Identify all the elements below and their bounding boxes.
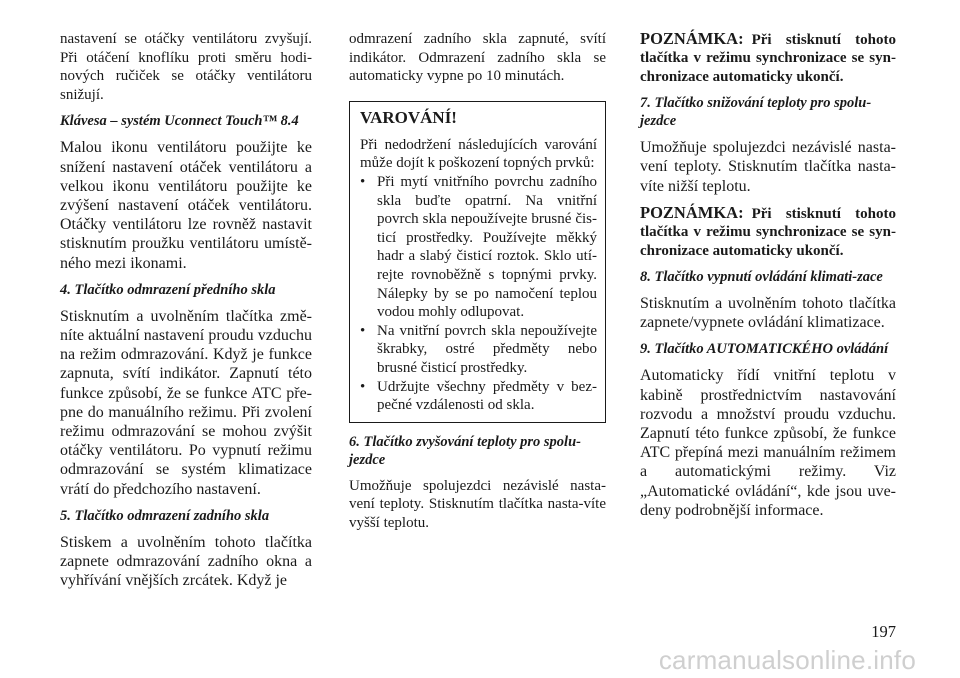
warning-item: • Na vnitřní povrch skla nepoužívejte škrabky, ostré předměty nebo brusné čisticí prostředky. [360,322,597,376]
bullet-icon: • [360,322,366,339]
heading-front-defrost: 4. Tlačítko odmrazení předního skla [60,281,276,298]
warning-list [360,173,597,415]
intro-paragraph: nastavení se otáčky ventilátoru zvyšují. Při otáčení knoflíku proti směru hodi-nových ručiček se otáčky ventilátoru snižují. [60,31,312,103]
watermark: carmanualsonline.info [658,645,916,675]
warning-title: VAROVÁNÍ! [360,107,457,127]
rear-defrost-paragraph: Stiskem a uvolněním tohoto tlačítka zapnete odmrazování zadního okna a vyhřívání vnějších zrcátek. Když je [60,533,312,590]
front-defrost-paragraph: Stisknutím a uvolněním tlačítka změ-níte aktuální nastavení proudu vzduchu na režim odmrazování. Když je funkce zapnuta, svítí indikátor. Zapnutí této funkce způsobí, že se funkce ATC pře-pne do manuálního režimu. Při zvolení režimu odmrazování se mohou zvýšit otáčky ventilátoru. Po vypnutí režimu odmrazování se systém klimatizace vrátí do předchozího nastavení. [60,307,312,498]
warning-intro: Při nedodržení následujících varování může dojít k poškození topných prvků: [360,136,597,172]
keys-paragraph: Malou ikonu ventilátoru použijte ke snížení nastavení otáček ventilátoru a velkou ikonu ventilátoru použijte ke zvýšení nastavení otáček ventilátoru. Otáčky ventilátoru lze rovněž nastavit stisknutím proužku ventilátoru umístě-ného mezi ikonami. [60,139,312,272]
bullet-icon: • [360,173,366,190]
bullet-icon: • [360,378,366,395]
rear-defrost-continued: odmrazení zadního skla zapnuté, svítí indikátor. Odmrazení zadního skla se automaticky vypne po 10 minutách. [349,31,606,85]
temp-down-paragraph: Umožňuje spolujezdci nezávislé nasta-vení teploty. Stisknutím tlačítka nasta-víte nižší teplotu. [640,139,896,195]
warning-item: • Při mytí vnitřního povrchu zadního skla buďte opatrní. Na vnitřní povrch skla nepoužívejte brusné čis-ticí prostředky. Používejte měkký hadr a slabý čisticí roztok. Sklo utí-rejte rovnoběžně s topnými prvky. Nálepky by se po namočení teplou vodou mohly odlupovat. [360,173,597,321]
note-sync-1: POZNÁMKA: Při stisknutí tohoto tlačítka v režimu synchronizace se syn-chronizace automaticky ukončí. [640,29,896,85]
heading-ac-off: 8. Tlačítko vypnutí ovládání klimati-zace [640,269,883,286]
heading-auto: 9. Tlačítko AUTOMATICKÉHO ovládání [640,341,889,358]
heading-temp-down: 7. Tlačítko snižování teploty pro spolu-jezdce [640,95,872,130]
temp-up-paragraph: Umožňuje spolujezdci nezávislé nasta-vení teploty. Stisknutím tlačítka nasta-víte vyšší teplotu. [349,477,606,531]
page-number: 197 [871,622,896,641]
ac-off-paragraph: Stisknutím a uvolněním tohoto tlačítka zapnete/vypnete ovládání klimatizace. [640,295,896,332]
heading-rear-defrost: 5. Tlačítko odmrazení zadního skla [60,507,270,524]
column-middle [349,30,606,532]
heading-keys-uconnect: Klávesa – systém Uconnect Touch™ 8.4 [60,113,299,130]
column-right [640,30,896,520]
auto-paragraph: Automaticky řídí vnitřní teplotu v kabině prostřednictvím nastavování rozvodu a množství proudu vzduchu. Zapnutí této funkce způsobí, že funkce ATC přepíná mezi manuálním režimem a automatickými režimy. Viz „Automatické ovládání“, kde jsou uve-deny podrobnější informace. [640,367,896,519]
warning-item: • Udržujte všechny předměty v bez-pečné vzdálenosti od skla. [360,378,597,414]
warning-box [349,101,606,423]
note-sync-2: POZNÁMKA: Při stisknutí tohoto tlačítka v režimu synchronizace se syn-chronizace automaticky ukončí. [640,202,896,259]
heading-temp-up: 6. Tlačítko zvyšování teploty pro spolu-jezdce [349,433,581,468]
column-left [60,30,312,590]
